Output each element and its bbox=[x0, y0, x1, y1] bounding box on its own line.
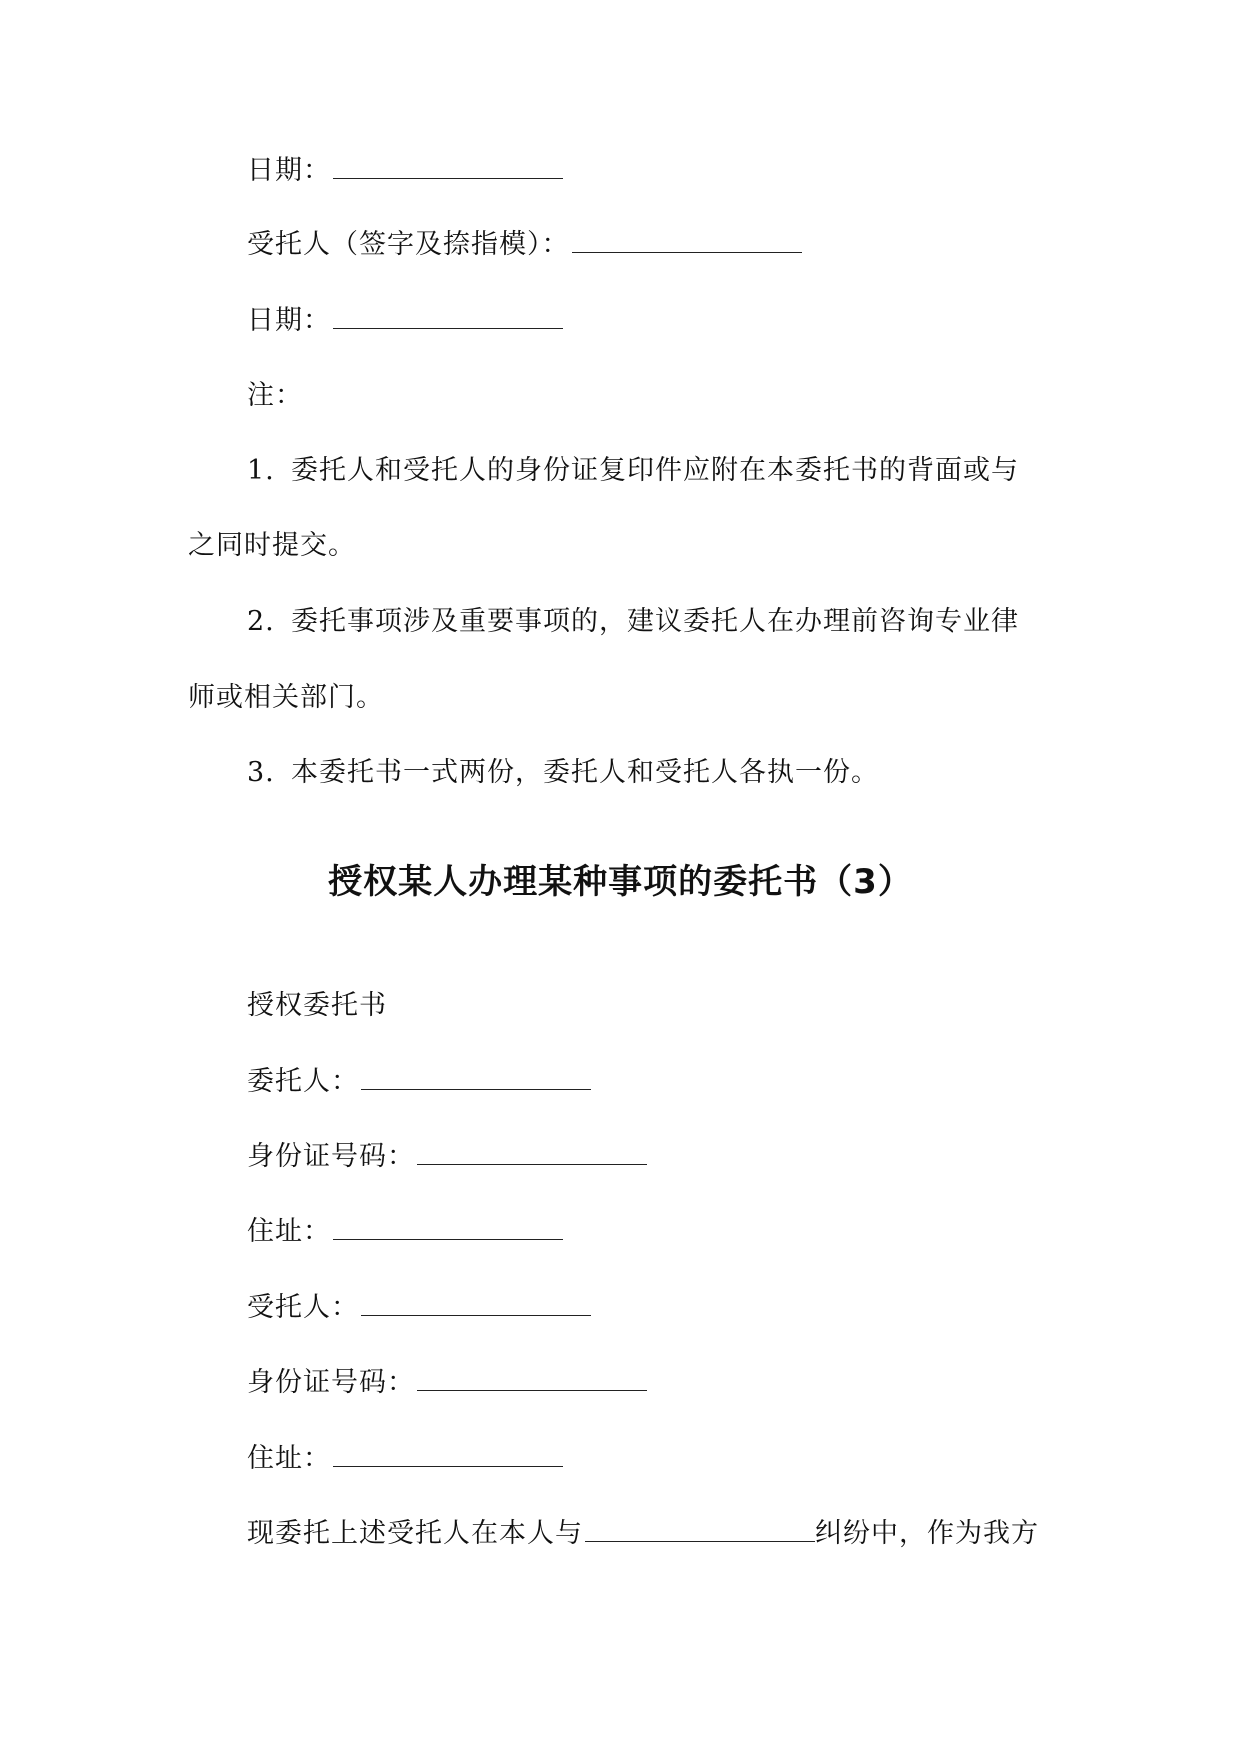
agent-label: 受托人： bbox=[247, 1292, 359, 1323]
entrust-statement bbox=[247, 1515, 1039, 1552]
trustee-sign-line bbox=[247, 226, 802, 263]
agent-address-line bbox=[247, 1440, 563, 1477]
trustee-sign-blank[interactable] bbox=[572, 226, 802, 253]
agent-id-line bbox=[247, 1364, 647, 1401]
principal-id-label: 身份证号码： bbox=[247, 1141, 415, 1172]
date-blank[interactable] bbox=[333, 152, 563, 179]
note-text: 本委托书一式两份，委托人和受托人各执一份。 bbox=[291, 757, 879, 788]
agent-line bbox=[247, 1289, 591, 1326]
note-item-2-continued: 师或相关部门。 bbox=[188, 682, 384, 713]
date-line-2 bbox=[247, 302, 563, 339]
dispute-party-blank[interactable] bbox=[585, 1515, 815, 1542]
note-label: 注： bbox=[247, 380, 303, 411]
principal-line bbox=[247, 1063, 591, 1100]
note-item-1 bbox=[247, 453, 1019, 489]
trustee-sign-label: 受托人（签字及捺指模）： bbox=[247, 229, 570, 260]
note-item-1-continued: 之同时提交。 bbox=[188, 530, 356, 561]
principal-address-blank[interactable] bbox=[333, 1213, 563, 1240]
note-item-3 bbox=[247, 755, 879, 791]
principal-address-line bbox=[247, 1213, 563, 1250]
agent-blank[interactable] bbox=[361, 1289, 591, 1316]
agent-address-blank[interactable] bbox=[333, 1440, 563, 1467]
principal-blank[interactable] bbox=[361, 1063, 591, 1090]
agent-id-blank[interactable] bbox=[417, 1364, 647, 1391]
agent-address-label: 住址： bbox=[247, 1443, 331, 1474]
note-number: 3. bbox=[247, 757, 275, 788]
principal-label: 委托人： bbox=[247, 1066, 359, 1097]
principal-id-blank[interactable] bbox=[417, 1138, 647, 1165]
entrust-prefix: 现委托上述受托人在本人与 bbox=[247, 1518, 583, 1549]
note-text: 委托事项涉及重要事项的，建议委托人在办理前咨询专业律 bbox=[291, 606, 1019, 637]
note-number: 2. bbox=[247, 606, 275, 637]
note-item-2 bbox=[247, 604, 1019, 640]
date-line-1 bbox=[247, 152, 563, 189]
section-title: 授权某人办理某种事项的委托书（3） bbox=[328, 862, 913, 902]
doc-heading: 授权委托书 bbox=[247, 990, 387, 1021]
date-label: 日期： bbox=[247, 155, 331, 186]
principal-id-line bbox=[247, 1138, 647, 1175]
date-label: 日期： bbox=[247, 305, 331, 336]
entrust-suffix: 纠纷中，作为我方 bbox=[815, 1518, 1039, 1549]
agent-id-label: 身份证号码： bbox=[247, 1367, 415, 1398]
principal-address-label: 住址： bbox=[247, 1216, 331, 1247]
date-blank[interactable] bbox=[333, 302, 563, 329]
note-number: 1. bbox=[247, 455, 275, 486]
note-text: 委托人和受托人的身份证复印件应附在本委托书的背面或与 bbox=[291, 455, 1019, 486]
